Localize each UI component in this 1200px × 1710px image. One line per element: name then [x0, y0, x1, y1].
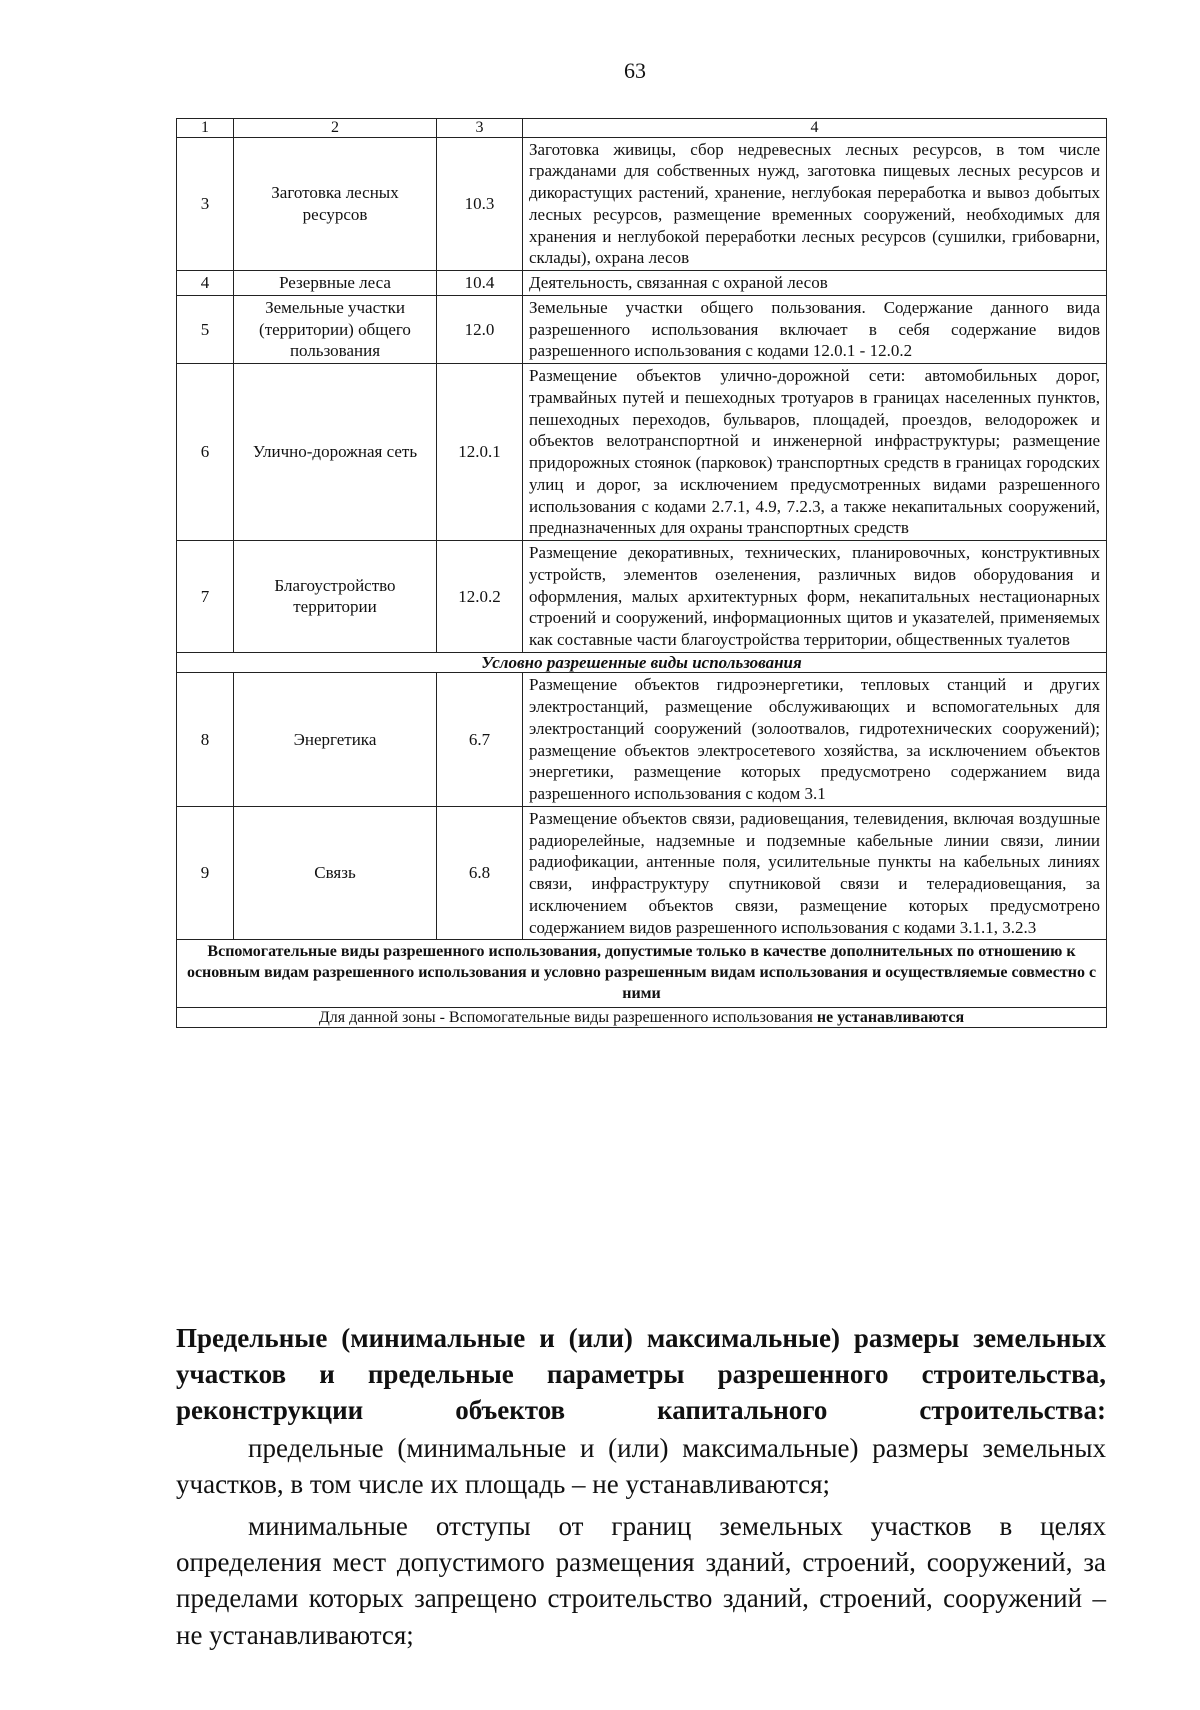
- page-number: 63: [624, 58, 646, 83]
- use-type-name: Связь: [234, 806, 437, 940]
- section-header-row: [177, 652, 1107, 673]
- use-type-description: Размещение объектов гидроэнергетики, тепловых станций и других электростанций, размещение обслуживающих и вспомогательных для электростанций сооружений (золоотвалов, гидротехнических сооружений); размещение объектов электросетевого хозяйства, за исключением объектов энергетики, размещение которых предусмотрено содержанием вида разрешенного использования с кодом 3.1: [523, 673, 1107, 807]
- use-type-name: Улично-дорожная сеть: [234, 364, 437, 541]
- use-type-code: 6.8: [437, 806, 523, 940]
- row-number: 3: [177, 137, 234, 271]
- header-cell-3: 3: [437, 119, 523, 138]
- paragraph-setbacks: минимальные отступы от границ земельных участков в целях определения мест допустимого размещения зданий, строений, сооружений, за пределами которых запрещено строительство зданий, строений, сооружений – не устанавливаются;: [176, 1511, 1106, 1650]
- section-heading: Предельные (минимальные и (или) максимальные) размеры земельных участков и предельные параметры разрешенного строительства, реконструкции объектов капитального строительства:: [176, 1323, 1106, 1426]
- land-use-table: [176, 118, 1107, 1028]
- table-header-row: [177, 119, 1107, 138]
- use-type-description: Земельные участки общего пользования. Содержание данного вида разрешенного использования включает в себя содержание видов разрешенного использования с кодами 12.0.1 - 12.0.2: [523, 295, 1107, 363]
- paragraph-plot-sizes: предельные (минимальные и (или) максимальные) размеры земельных участков, в том числе их площадь – не устанавливаются;: [176, 1433, 1106, 1500]
- table-row: [177, 271, 1107, 296]
- auxiliary-uses-title-row: [177, 940, 1107, 1007]
- auxiliary-note-text: Для данной зоны - Вспомогательные виды разрешенного использования: [318, 1008, 817, 1026]
- row-number: 8: [177, 673, 234, 807]
- use-type-name: Благоустройство территории: [234, 541, 437, 653]
- use-type-description: Размещение декоративных, технических, планировочных, конструктивных устройств, элементов озеленения, различных видов оборудования и оформления, малых архитектурных форм, некапитальных нестационарных строений и сооружений, информационных щитов и указателей, применяемых как составные части благоустройства территории, общественных туалетов: [523, 541, 1107, 653]
- auxiliary-uses-note: [177, 1007, 1107, 1027]
- auxiliary-uses-title: Вспомогательные виды разрешенного использования, допустимые только в качестве дополнительных по отношению к основным видам разрешенного использования и условно разрешенным видам использования и осуществляемые совместно с ними: [177, 940, 1107, 1007]
- row-number: 5: [177, 295, 234, 363]
- row-number: 9: [177, 806, 234, 940]
- use-type-description: Размещение объектов связи, радиовещания, телевидения, включая воздушные радиорелейные, надземные и подземные кабельные линии связи, линии радиофикации, антенные поля, усилительные пункты на кабельных линиях связи, инфраструктуру спутниковой связи и телерадиовещания, за исключением объектов связи, размещение которых предусмотрено содержанием видов разрешенного использования с кодами 3.1.1, 3.2.3: [523, 806, 1107, 940]
- use-type-description: Заготовка живицы, сбор недревесных лесных ресурсов, в том числе гражданами для собственных нужд, заготовка пищевых лесных ресурсов и дикорастущих растений, хранение, неглубокая переработка и вывоз добытых лесных ресурсов, размещение временных сооружений, необходимых для хранения и неглубокой переработки лесных ресурсов (сушилки, грибоварни, склады), охрана лесов: [523, 137, 1107, 271]
- header-cell-2: 2: [234, 119, 437, 138]
- row-number: 7: [177, 541, 234, 653]
- table-row: [177, 673, 1107, 807]
- header-cell-1: 1: [177, 119, 234, 138]
- use-type-code: 12.0.1: [437, 364, 523, 541]
- use-type-name: Энергетика: [234, 673, 437, 807]
- use-type-code: 10.4: [437, 271, 523, 296]
- use-type-description: Размещение объектов улично-дорожной сети: автомобильных дорог, трамвайных путей и пешеходных тротуаров в границах населенных пунктов, пешеходных переходов, бульваров, площадей, проездов, велодорожек и объектов велотранспортной и инженерной инфраструктуры; размещение придорожных стоянок (парковок) транспортных средств в границах городских улиц и дорог, за исключением предусмотренных видами разрешенного использования с кодами 2.7.1, 4.9, 7.2.3, а также некапитальных сооружений, предназначенных для охраны транспортных средств: [523, 364, 1107, 541]
- table-row: [177, 364, 1107, 541]
- use-type-name: Земельные участки (территории) общего пользования: [234, 295, 437, 363]
- use-type-name: Резервные леса: [234, 271, 437, 296]
- table-row: [177, 137, 1107, 271]
- table-row: [177, 295, 1107, 363]
- use-type-code: 12.0.2: [437, 541, 523, 653]
- header-cell-4: 4: [523, 119, 1107, 138]
- table-row: [177, 806, 1107, 940]
- use-type-code: 6.7: [437, 673, 523, 807]
- table-row: [177, 541, 1107, 653]
- use-type-code: 10.3: [437, 137, 523, 271]
- auxiliary-note-emphasis: не устанавливаются: [816, 1008, 965, 1026]
- auxiliary-uses-note-row: [177, 1007, 1107, 1027]
- use-type-description: Деятельность, связанная с охраной лесов: [523, 271, 1107, 296]
- use-type-code: 12.0: [437, 295, 523, 363]
- section-conditional-uses: Условно разрешенные виды использования: [177, 652, 1107, 673]
- row-number: 4: [177, 271, 234, 296]
- table-body: [177, 119, 1107, 1028]
- use-type-name: Заготовка лесных ресурсов: [234, 137, 437, 271]
- row-number: 6: [177, 364, 234, 541]
